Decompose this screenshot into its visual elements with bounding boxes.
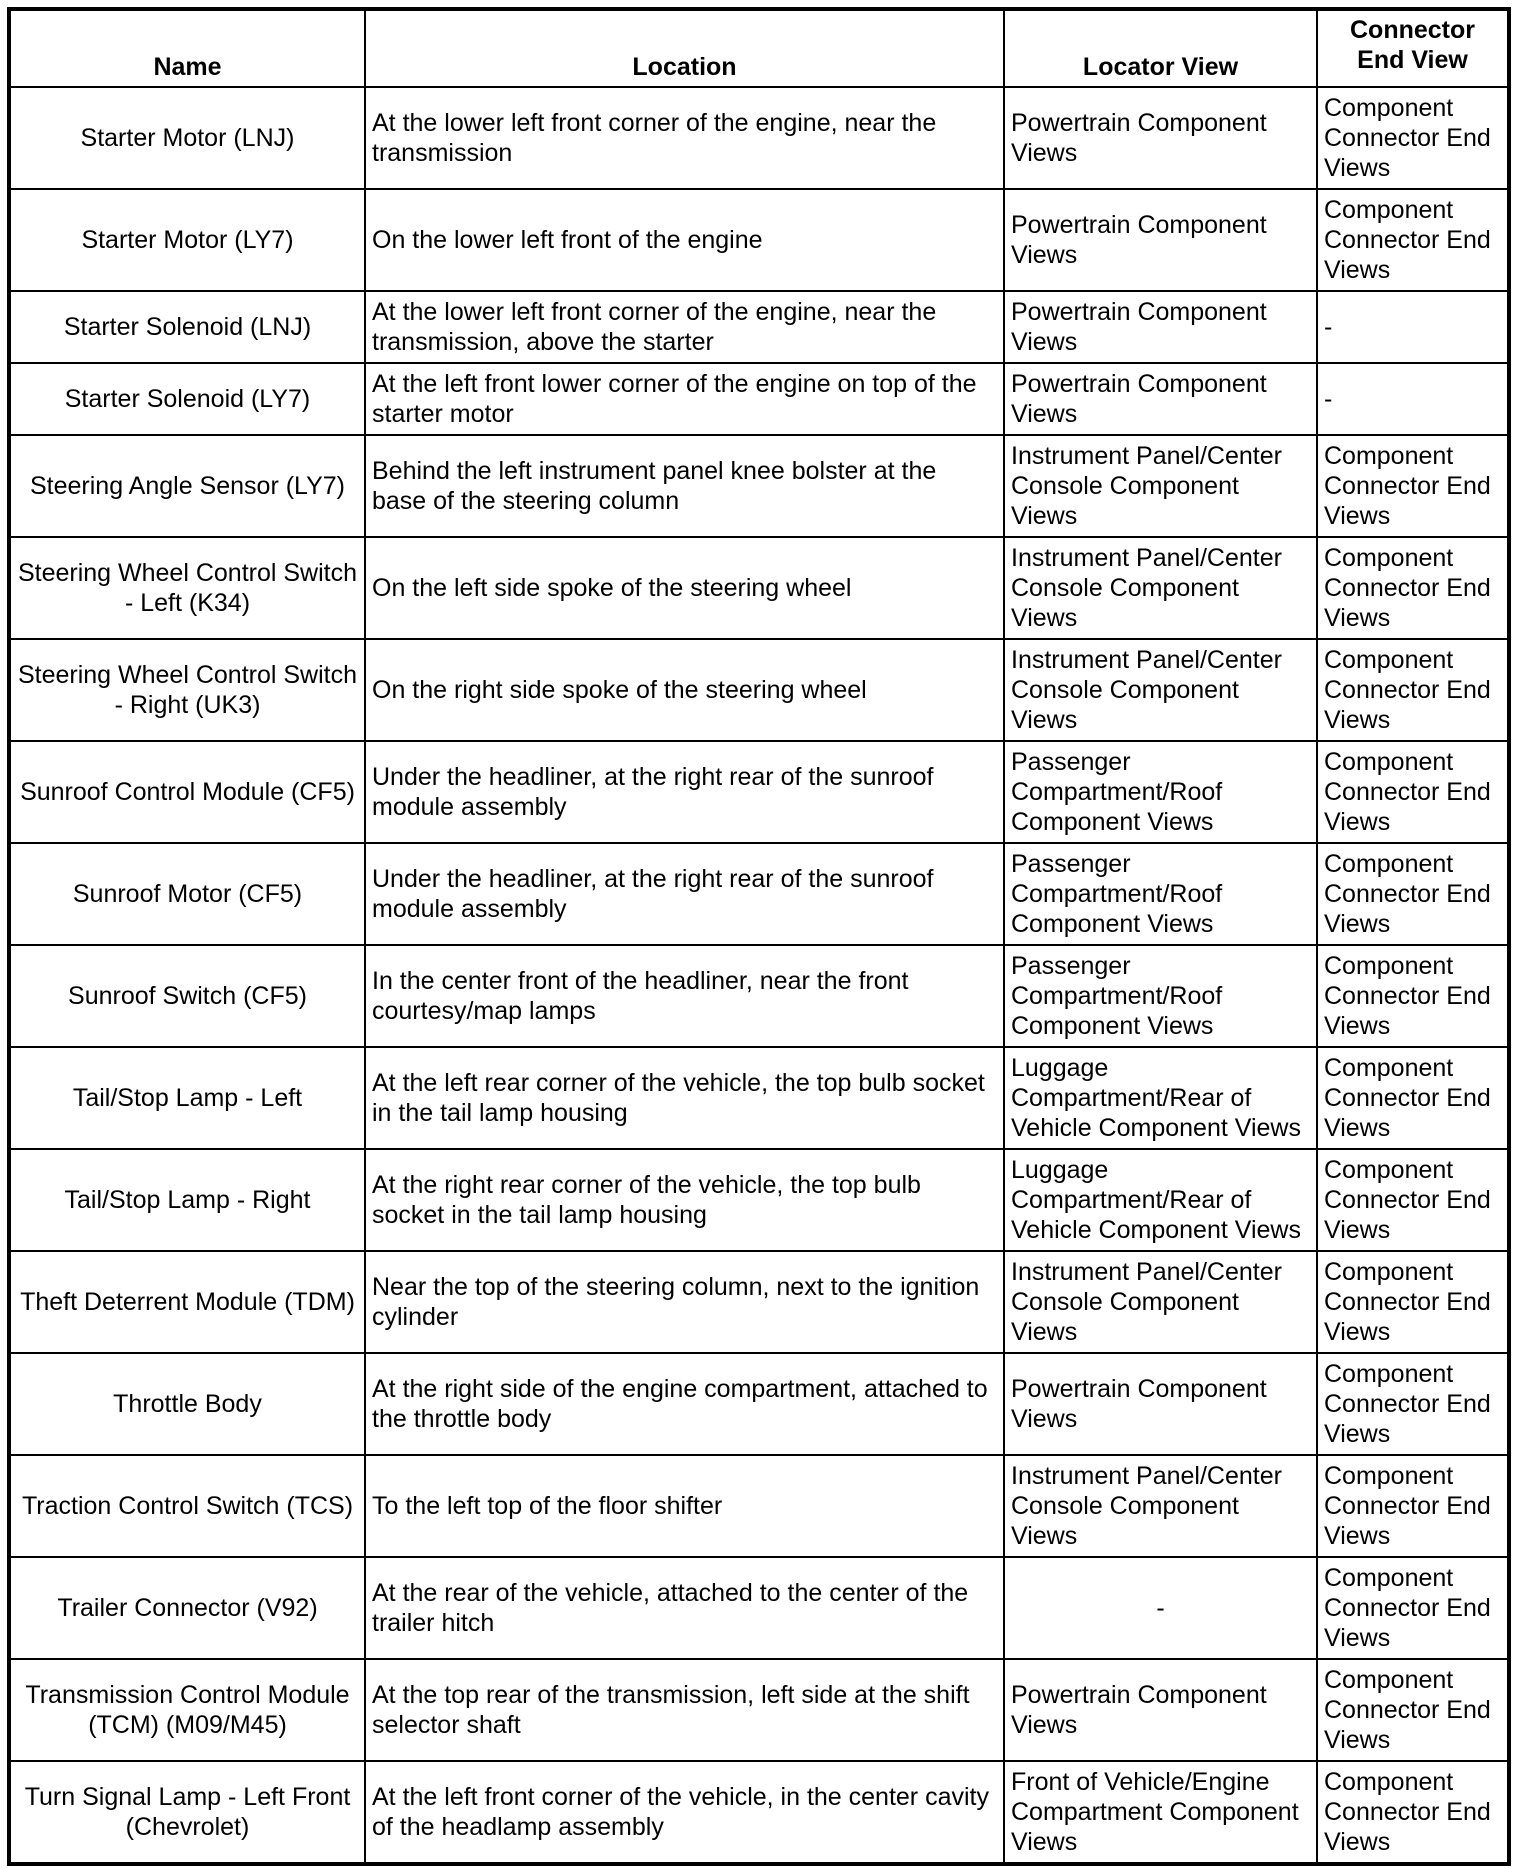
table-row xyxy=(9,435,1509,537)
cell-locator-view: Powertrain Component Views xyxy=(1004,291,1317,363)
cell-connector-end-view: - xyxy=(1317,363,1509,435)
cell-connector-end-view: Component Connector End Views xyxy=(1317,945,1509,1047)
cell-locator-view: Instrument Panel/Center Console Component Views xyxy=(1004,1455,1317,1557)
table-row xyxy=(9,1353,1509,1455)
header-location: Location xyxy=(365,9,1004,87)
cell-name: Tail/Stop Lamp - Left xyxy=(9,1047,365,1149)
cell-locator-view: Powertrain Component Views xyxy=(1004,1659,1317,1761)
cell-locator-view: Powertrain Component Views xyxy=(1004,363,1317,435)
cell-location: On the lower left front of the engine xyxy=(365,189,1004,291)
cell-name: Starter Solenoid (LY7) xyxy=(9,363,365,435)
cell-connector-end-view: Component Connector End Views xyxy=(1317,1659,1509,1761)
cell-location: On the left side spoke of the steering wheel xyxy=(365,537,1004,639)
cell-location: Under the headliner, at the right rear of the sunroof module assembly xyxy=(365,843,1004,945)
cell-name: Starter Motor (LNJ) xyxy=(9,87,365,189)
component-locator-table xyxy=(7,7,1511,1866)
table-row xyxy=(9,1149,1509,1251)
cell-location: At the left front corner of the vehicle, in the center cavity of the headlamp assembly xyxy=(365,1761,1004,1864)
cell-name: Steering Wheel Control Switch - Right (UK3) xyxy=(9,639,365,741)
table-row xyxy=(9,639,1509,741)
cell-connector-end-view: Component Connector End Views xyxy=(1317,189,1509,291)
table-row xyxy=(9,1251,1509,1353)
header-name: Name xyxy=(9,9,365,87)
cell-location: Behind the left instrument panel knee bolster at the base of the steering column xyxy=(365,435,1004,537)
cell-name: Sunroof Switch (CF5) xyxy=(9,945,365,1047)
header-row xyxy=(9,9,1509,87)
cell-location: Near the top of the steering column, next to the ignition cylinder xyxy=(365,1251,1004,1353)
cell-location: At the right rear corner of the vehicle, the top bulb socket in the tail lamp housing xyxy=(365,1149,1004,1251)
cell-location: At the rear of the vehicle, attached to the center of the trailer hitch xyxy=(365,1557,1004,1659)
cell-location: At the right side of the engine compartment, attached to the throttle body xyxy=(365,1353,1004,1455)
table-row xyxy=(9,1761,1509,1864)
cell-connector-end-view: Component Connector End Views xyxy=(1317,435,1509,537)
cell-name: Steering Angle Sensor (LY7) xyxy=(9,435,365,537)
cell-locator-view: - xyxy=(1004,1557,1317,1659)
cell-locator-view: Powertrain Component Views xyxy=(1004,87,1317,189)
header-connector-end-view: Connector End View xyxy=(1317,9,1509,87)
table-row xyxy=(9,843,1509,945)
cell-locator-view: Luggage Compartment/Rear of Vehicle Component Views xyxy=(1004,1149,1317,1251)
cell-locator-view: Instrument Panel/Center Console Component Views xyxy=(1004,435,1317,537)
cell-connector-end-view: Component Connector End Views xyxy=(1317,1353,1509,1455)
cell-name: Transmission Control Module (TCM) (M09/M45) xyxy=(9,1659,365,1761)
cell-location: To the left top of the floor shifter xyxy=(365,1455,1004,1557)
table-row xyxy=(9,1047,1509,1149)
table-row xyxy=(9,1659,1509,1761)
cell-locator-view: Passenger Compartment/Roof Component Views xyxy=(1004,741,1317,843)
cell-name: Tail/Stop Lamp - Right xyxy=(9,1149,365,1251)
cell-name: Sunroof Control Module (CF5) xyxy=(9,741,365,843)
cell-location: On the right side spoke of the steering wheel xyxy=(365,639,1004,741)
cell-connector-end-view: Component Connector End Views xyxy=(1317,537,1509,639)
cell-connector-end-view: Component Connector End Views xyxy=(1317,1455,1509,1557)
table-row xyxy=(9,1557,1509,1659)
cell-location: At the left front lower corner of the engine on top of the starter motor xyxy=(365,363,1004,435)
cell-connector-end-view: Component Connector End Views xyxy=(1317,1251,1509,1353)
cell-connector-end-view: Component Connector End Views xyxy=(1317,1149,1509,1251)
cell-name: Traction Control Switch (TCS) xyxy=(9,1455,365,1557)
cell-connector-end-view: Component Connector End Views xyxy=(1317,639,1509,741)
cell-name: Throttle Body xyxy=(9,1353,365,1455)
cell-location: At the lower left front corner of the engine, near the transmission, above the starter xyxy=(365,291,1004,363)
cell-connector-end-view: Component Connector End Views xyxy=(1317,843,1509,945)
cell-name: Theft Deterrent Module (TDM) xyxy=(9,1251,365,1353)
cell-name: Starter Solenoid (LNJ) xyxy=(9,291,365,363)
table-row xyxy=(9,1455,1509,1557)
cell-connector-end-view: Component Connector End Views xyxy=(1317,1557,1509,1659)
table-row xyxy=(9,189,1509,291)
table-row xyxy=(9,363,1509,435)
cell-connector-end-view: Component Connector End Views xyxy=(1317,741,1509,843)
cell-connector-end-view: Component Connector End Views xyxy=(1317,1761,1509,1864)
cell-name: Sunroof Motor (CF5) xyxy=(9,843,365,945)
component-locator-table-wrapper xyxy=(7,7,1507,1866)
table-body xyxy=(9,87,1509,1864)
cell-location: Under the headliner, at the right rear of the sunroof module assembly xyxy=(365,741,1004,843)
header-locator-view: Locator View xyxy=(1004,9,1317,87)
cell-locator-view: Powertrain Component Views xyxy=(1004,189,1317,291)
cell-locator-view: Instrument Panel/Center Console Component Views xyxy=(1004,537,1317,639)
cell-name: Steering Wheel Control Switch - Left (K34) xyxy=(9,537,365,639)
table-row xyxy=(9,945,1509,1047)
cell-locator-view: Powertrain Component Views xyxy=(1004,1353,1317,1455)
cell-connector-end-view: Component Connector End Views xyxy=(1317,1047,1509,1149)
cell-name: Turn Signal Lamp - Left Front (Chevrolet) xyxy=(9,1761,365,1864)
cell-name: Starter Motor (LY7) xyxy=(9,189,365,291)
cell-connector-end-view: - xyxy=(1317,291,1509,363)
table-row xyxy=(9,537,1509,639)
cell-connector-end-view: Component Connector End Views xyxy=(1317,87,1509,189)
cell-locator-view: Front of Vehicle/Engine Compartment Component Views xyxy=(1004,1761,1317,1864)
table-header xyxy=(9,9,1509,87)
cell-locator-view: Instrument Panel/Center Console Component Views xyxy=(1004,1251,1317,1353)
cell-locator-view: Passenger Compartment/Roof Component Views xyxy=(1004,945,1317,1047)
cell-location: At the left rear corner of the vehicle, the top bulb socket in the tail lamp housing xyxy=(365,1047,1004,1149)
table-row xyxy=(9,87,1509,189)
table-row xyxy=(9,741,1509,843)
cell-name: Trailer Connector (V92) xyxy=(9,1557,365,1659)
table-row xyxy=(9,291,1509,363)
cell-locator-view: Luggage Compartment/Rear of Vehicle Component Views xyxy=(1004,1047,1317,1149)
cell-locator-view: Instrument Panel/Center Console Component Views xyxy=(1004,639,1317,741)
cell-location: At the lower left front corner of the engine, near the transmission xyxy=(365,87,1004,189)
cell-location: At the top rear of the transmission, left side at the shift selector shaft xyxy=(365,1659,1004,1761)
cell-location: In the center front of the headliner, near the front courtesy/map lamps xyxy=(365,945,1004,1047)
cell-locator-view: Passenger Compartment/Roof Component Views xyxy=(1004,843,1317,945)
